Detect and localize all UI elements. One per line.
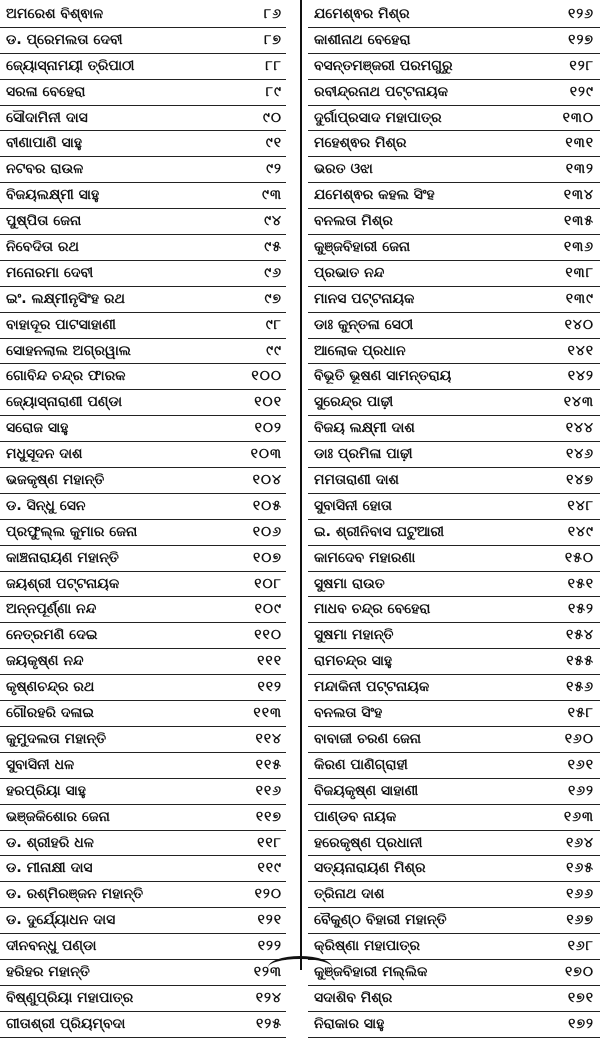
entry-name: ନିବେଦିତା ରଥ bbox=[6, 239, 79, 256]
entry-name: ମମତାରାଣୀ ଦାଶ bbox=[314, 472, 399, 489]
entry-number: ୧୨୨ bbox=[257, 938, 282, 955]
entry-number: ୧୩୫ bbox=[563, 213, 594, 230]
entry-number: ୧୦୦ bbox=[251, 368, 282, 385]
entry-name: ହରପ୍ରିୟା ସାହୁ bbox=[6, 782, 86, 799]
list-item bbox=[308, 106, 600, 132]
entry-name: ଭଜକୃଷ୍ଣ ମହାନ୍ତି bbox=[6, 472, 105, 489]
list-item bbox=[0, 831, 286, 857]
entry-name: ବାବାଜୀ ଚରଣ ଜେନା bbox=[314, 730, 422, 747]
list-item bbox=[0, 157, 286, 183]
list-item bbox=[0, 416, 286, 442]
entry-number: ୮୭ bbox=[264, 31, 282, 48]
entry-name: ମାନସ ପଟ୍ଟନାୟକ bbox=[314, 290, 415, 307]
list-item bbox=[308, 131, 600, 157]
entry-number: ୧୧୦ bbox=[254, 627, 282, 644]
list-item bbox=[308, 597, 600, 623]
entry-name: ବାହାଦୂର ପାଟସାହାଣୀ bbox=[6, 316, 116, 333]
entry-number: ୧୬୭ bbox=[566, 912, 594, 929]
entry-name: ଅମରେଶ ବିଶ୍ଵାଳ bbox=[6, 6, 104, 22]
entry-number: ୧୩୬ bbox=[563, 239, 594, 256]
entry-name: ଡ. ଶ୍ରୀହରି ଧଳ bbox=[6, 834, 94, 851]
list-item bbox=[308, 908, 600, 934]
entry-number: ୧୩୧ bbox=[565, 135, 594, 152]
entry-number: ୧୬୪ bbox=[565, 834, 594, 851]
entry-number: ୧୧୧ bbox=[257, 653, 282, 670]
list-item bbox=[308, 934, 600, 960]
entry-name: ଜୟଶ୍ରୀ ପଟ୍ଟନାୟକ bbox=[6, 575, 120, 592]
entry-number: ୧୦୫ bbox=[252, 497, 282, 514]
entry-name: ବିଜୟକୃଷ୍ଣ ସାହାଣୀ bbox=[314, 782, 419, 799]
entry-number: ୧୬୩ bbox=[563, 808, 594, 825]
entry-number: ୧୪୬ bbox=[565, 446, 594, 463]
entry-number: ୧୪୭ bbox=[566, 472, 594, 489]
entry-number: ୧୫୫ bbox=[566, 653, 594, 670]
list-item bbox=[308, 753, 600, 779]
list-item bbox=[308, 235, 600, 261]
entry-number: ୧୨୦ bbox=[254, 886, 282, 903]
entry-name: ବନଲତା ମିଶ୍ର bbox=[314, 213, 393, 230]
list-item bbox=[0, 908, 286, 934]
entry-name: ସରଳା ବେହେରା bbox=[6, 83, 86, 100]
entry-number: ୯୬ bbox=[264, 264, 282, 281]
list-item bbox=[0, 80, 286, 106]
entry-number: ୯୨ bbox=[266, 161, 282, 178]
list-item bbox=[0, 28, 286, 54]
entry-number: ୧୦୯ bbox=[254, 601, 282, 618]
entry-name: ଡ. ଦୁର୍ଯ୍ୟୋଧନ ଦାସ bbox=[6, 912, 116, 929]
list-item bbox=[308, 442, 600, 468]
list-item bbox=[308, 1012, 600, 1038]
entry-name: କିରଣ ପାଣିଗ୍ରାହୀ bbox=[314, 756, 408, 773]
entry-number: ୧୨୩ bbox=[253, 963, 282, 980]
right-column bbox=[308, 2, 600, 1038]
list-item bbox=[0, 390, 286, 416]
entry-number: ୧୩୦ bbox=[562, 109, 594, 126]
entry-number: ୧୨୬ bbox=[567, 6, 594, 22]
entry-name: ସଦାଶିବ ମିଶ୍ର bbox=[314, 989, 393, 1006]
list-item bbox=[308, 856, 600, 882]
entry-name: ସୋହନଲାଲ ଅଗ୍ରୱାଲ bbox=[6, 342, 131, 359]
entry-number: ୧୪୮ bbox=[567, 497, 594, 514]
entry-number: ୧୦୪ bbox=[252, 472, 282, 489]
entry-number: ୮୯ bbox=[265, 83, 282, 100]
entry-name: ରାମଚନ୍ଦ୍ର ସାହୁ bbox=[314, 653, 393, 670]
entry-number: ୮୬ bbox=[263, 6, 282, 22]
entry-name: ମାଧବ ଚନ୍ଦ୍ର ବେହେରା bbox=[314, 601, 431, 618]
entry-number: ୧୫୨ bbox=[567, 601, 594, 618]
entry-name: ସରୋଜ ସାହୁ bbox=[6, 420, 69, 437]
entry-number: ୧୧୯ bbox=[257, 860, 282, 877]
list-item bbox=[308, 157, 600, 183]
entry-number: ୧୪୪ bbox=[565, 420, 594, 437]
list-item bbox=[0, 235, 286, 261]
entry-number: ୯୫ bbox=[264, 239, 282, 256]
list-item bbox=[308, 805, 600, 831]
column-divider bbox=[300, 0, 302, 970]
list-item bbox=[0, 856, 286, 882]
entry-number: ୧୬୬ bbox=[566, 886, 594, 903]
entry-number: ୧୫୧ bbox=[567, 575, 594, 592]
entry-name: ମହେଶ୍ଵର ମିଶ୍ର bbox=[314, 135, 407, 152]
entry-number: ୯୦ bbox=[262, 109, 282, 126]
entry-name: ପୁଷ୍ପିତା ଜେନା bbox=[6, 213, 82, 230]
list-item bbox=[308, 701, 600, 727]
list-item bbox=[308, 183, 600, 209]
list-item bbox=[308, 831, 600, 857]
list-item bbox=[308, 313, 600, 339]
list-item bbox=[0, 261, 286, 287]
entry-name: ସୁରେନ୍ଦ୍ର ପାଢ଼ୀ bbox=[314, 394, 394, 411]
list-item bbox=[308, 494, 600, 520]
list-item bbox=[0, 934, 286, 960]
entry-number: ୧୦୩ bbox=[250, 446, 282, 463]
entry-name: ଡାଃ ପ୍ରମିଳା ପାଢ଼ୀ bbox=[314, 446, 413, 463]
entry-name: ଇ. ଶ୍ରୀନିବାସ ଘଟୁଆରୀ bbox=[314, 523, 445, 540]
list-item bbox=[0, 520, 286, 546]
entry-name: ଗୋବିନ୍ଦ ଚନ୍ଦ୍ର ଫାରକ bbox=[6, 368, 126, 385]
list-item bbox=[0, 727, 286, 753]
list-item bbox=[0, 494, 286, 520]
list-item bbox=[308, 416, 600, 442]
entry-number: ୧୦୭ bbox=[253, 549, 282, 566]
list-item bbox=[0, 209, 286, 235]
entry-name: ସୌଦାମିନୀ ଦାସ bbox=[6, 109, 88, 126]
list-item bbox=[0, 882, 286, 908]
entry-number: ୧୦୬ bbox=[252, 523, 282, 540]
list-item bbox=[0, 960, 286, 986]
list-item bbox=[0, 597, 286, 623]
entry-name: ହରେକୃଷ୍ଣ ପ୍ରଧାନୀ bbox=[314, 834, 423, 851]
entry-name: ମନ୍ଦାକିନୀ ପଟ୍ଟନାୟକ bbox=[314, 679, 430, 696]
entry-number: ୧୭୧ bbox=[567, 989, 594, 1006]
list-item bbox=[308, 287, 600, 313]
entry-number: ୧୧୫ bbox=[255, 756, 282, 773]
entry-name: ସୁବାସିନୀ ଧଳ bbox=[6, 756, 75, 773]
entry-name: ପାଣ୍ଡବ ନାୟକ bbox=[314, 808, 397, 825]
entry-number: ୧୬୧ bbox=[567, 756, 594, 773]
entry-name: ଅନ୍ନପୂର୍ଣ୍ଣା ନନ୍ଦ bbox=[6, 601, 97, 618]
entry-name: ନଟବର ରାଉଳ bbox=[6, 161, 84, 178]
list-item bbox=[0, 623, 286, 649]
entry-name: ପ୍ରଭାତ ନନ୍ଦ bbox=[314, 264, 385, 281]
entry-name: କୃଷ୍ଣଚନ୍ଦ୍ର ରଥ bbox=[6, 679, 95, 696]
entry-name: ଡ. ପ୍ରେମଲତା ଦେବୀ bbox=[6, 31, 123, 48]
entry-number: ୮୮ bbox=[265, 57, 282, 74]
entry-number: ୧୧୬ bbox=[255, 782, 282, 799]
list-item bbox=[0, 131, 286, 157]
list-item bbox=[308, 54, 600, 80]
entry-name: ବସନ୍ତମଞ୍ଜରୀ ପରମଗୁରୁ bbox=[314, 57, 453, 74]
entry-name: ଗୀତାଶ୍ରୀ ପ୍ରିୟମ୍ବଦା bbox=[6, 1015, 126, 1032]
list-item bbox=[0, 572, 286, 598]
list-item bbox=[0, 753, 286, 779]
entry-number: ୯୪ bbox=[264, 213, 282, 230]
list-item bbox=[308, 520, 600, 546]
list-item bbox=[308, 339, 600, 365]
list-item bbox=[308, 546, 600, 572]
entry-number: ୯୭ bbox=[264, 290, 282, 307]
list-item bbox=[0, 364, 286, 390]
entry-number: ୧୨୧ bbox=[257, 912, 282, 929]
entry-number: ୧୫୪ bbox=[565, 627, 594, 644]
list-item bbox=[0, 313, 286, 339]
entry-number: ୧୧୩ bbox=[253, 705, 282, 722]
entry-name: ତ୍ରିନାଥ ଦାଶ bbox=[314, 886, 385, 903]
entry-number: ୧୧୪ bbox=[255, 730, 282, 747]
entry-name: ମଧୁସୂଦନ ଦାଶ bbox=[6, 446, 83, 463]
entry-number: ୧୫୦ bbox=[564, 549, 594, 566]
entry-number: ୧୩୨ bbox=[565, 161, 594, 178]
entry-name: ସୁବାସିନୀ ହୋତା bbox=[314, 497, 393, 514]
list-item bbox=[0, 701, 286, 727]
entry-name: କୁମୁଦଲତା ମହାନ୍ତି bbox=[6, 730, 107, 747]
list-item bbox=[308, 572, 600, 598]
entry-name: ଡ. ରଶ୍ମିରଞ୍ଜନ ମହାନ୍ତି bbox=[6, 886, 144, 903]
entry-name: ବନଲତା ସିଂହ bbox=[314, 705, 383, 722]
entry-name: ଯମେଶ୍ଵର ମିଶ୍ର bbox=[314, 6, 410, 22]
entry-name: ଜ୍ୟୋସ୍ନାରାଣୀ ପଣ୍ଡା bbox=[6, 394, 123, 411]
list-item bbox=[308, 209, 600, 235]
entry-name: ବୈକୁଣ୍ଠ ବିହାରୀ ମହାନ୍ତି bbox=[314, 912, 447, 929]
list-item bbox=[0, 287, 286, 313]
list-item bbox=[308, 649, 600, 675]
list-item bbox=[0, 339, 286, 365]
entry-number: ୧୭୦ bbox=[565, 963, 594, 980]
list-item bbox=[308, 28, 600, 54]
entry-number: ୧୬୦ bbox=[564, 730, 594, 747]
entry-number: ୧୦୧ bbox=[254, 394, 282, 411]
entry-name: ଦୀନବନ୍ଧୁ ପଣ୍ଡା bbox=[6, 938, 97, 955]
entry-name: ଦୁର୍ଗାପ୍ରସାଦ ମହାପାତ୍ର bbox=[314, 109, 442, 126]
entry-name: ହରିହର ମହାନ୍ତି bbox=[6, 963, 90, 980]
list-item bbox=[0, 468, 286, 494]
entry-number: ୧୫୮ bbox=[567, 705, 594, 722]
entry-name: ନେତ୍ରମଣି ଦେଇ bbox=[6, 627, 98, 644]
entry-name: କୁଞ୍ଜବିହାରୀ ଜେନା bbox=[314, 239, 411, 256]
list-item bbox=[308, 390, 600, 416]
entry-name: ଜୟକୃଷ୍ଣ ନନ୍ଦ bbox=[6, 653, 84, 670]
page-bottom-arc bbox=[268, 956, 332, 979]
list-item bbox=[0, 183, 286, 209]
entry-number: ୧୪୧ bbox=[567, 342, 594, 359]
entry-name: ଯମେଶ୍ଵର କହଲ ସିଂହ bbox=[314, 187, 435, 204]
entry-name: ସତ୍ୟନାରାୟଣ ମିଶ୍ର bbox=[314, 860, 426, 877]
list-item bbox=[308, 468, 600, 494]
entry-number: ୧୩୪ bbox=[563, 187, 594, 204]
list-item bbox=[0, 805, 286, 831]
entry-number: ୧୨୯ bbox=[569, 83, 594, 100]
entry-name: କ୍ରିଷ୍ଣା ମହାପାତ୍ର bbox=[314, 938, 421, 955]
entry-name: ଆଲୋକ ପ୍ରଧାନ bbox=[314, 342, 406, 359]
entry-number: ୧୦୨ bbox=[254, 420, 282, 437]
entry-number: ୯୮ bbox=[265, 316, 282, 333]
entry-name: ବିଜୟ ଲକ୍ଷ୍ମୀ ଦାଶ bbox=[314, 420, 415, 437]
entry-number: ୧୧୭ bbox=[255, 808, 282, 825]
list-item bbox=[0, 649, 286, 675]
entry-name: ସୁଷମା ମହାନ୍ତି bbox=[314, 627, 394, 644]
entry-number: ୯୧ bbox=[265, 135, 282, 152]
entry-name: କାଞ୍ଚନାରାୟଣ ମହାନ୍ତି bbox=[6, 549, 119, 566]
entry-number: ୧୨୫ bbox=[255, 1015, 282, 1032]
entry-name: ଭଞ୍ଜକିଶୋର ଜେନା bbox=[6, 808, 110, 825]
entry-number: ୧୧୮ bbox=[257, 834, 282, 851]
entry-number: ୧୭୨ bbox=[568, 1015, 594, 1032]
list-item bbox=[308, 80, 600, 106]
entry-name: ଡ. ସିନ୍ଧୁ ସେନ bbox=[6, 497, 86, 514]
list-item bbox=[308, 623, 600, 649]
entry-number: ୧୪୯ bbox=[567, 523, 594, 540]
entry-number: ୯୯ bbox=[266, 342, 282, 359]
entry-name: ବିଭୂତି ଭୂଷଣ ସାମନ୍ତରାୟ bbox=[314, 368, 452, 385]
entry-name: ପ୍ରଫୁଲ୍ଲ କୁମାର ଜେନା bbox=[6, 523, 138, 540]
entry-number: ୧୨୪ bbox=[255, 989, 282, 1006]
entry-number: ୧୬୨ bbox=[567, 782, 594, 799]
entry-number: ୧୬୫ bbox=[566, 860, 594, 877]
entry-number: ୧୧୨ bbox=[257, 679, 282, 696]
entry-name: ଡାଃ କୁନ୍ତଳା ସେଠୀ bbox=[314, 316, 414, 333]
entry-number: ୧୦୮ bbox=[254, 575, 282, 592]
entry-number: ୧୩୮ bbox=[565, 264, 594, 281]
entry-name: ମନୋରମା ଦେବୀ bbox=[6, 264, 94, 281]
entry-number: ୧୨୭ bbox=[568, 31, 594, 48]
entry-name: ଭରତ ଓଝା bbox=[314, 161, 373, 178]
entry-number: ୯୩ bbox=[262, 187, 282, 204]
list-item bbox=[0, 106, 286, 132]
entry-number: ୧୫୬ bbox=[566, 679, 594, 696]
entry-name: କାଶୀନାଥ ବେହେରା bbox=[314, 31, 411, 48]
list-item bbox=[0, 2, 286, 28]
entry-name: ବିଜୟଲକ୍ଷ୍ମୀ ସାହୁ bbox=[6, 187, 100, 204]
list-item bbox=[308, 2, 600, 28]
entry-name: ବୀଣାପାଣି ସାହୁ bbox=[6, 135, 82, 152]
left-column bbox=[0, 2, 300, 1038]
list-item bbox=[308, 727, 600, 753]
entry-name: ନିରାକାର ସାହୁ bbox=[314, 1015, 385, 1032]
entry-name: କାମଦେବ ମହାରଣା bbox=[314, 549, 416, 566]
entry-number: ୧୨୮ bbox=[569, 57, 594, 74]
list-item bbox=[0, 986, 286, 1012]
list-item bbox=[308, 261, 600, 287]
list-item bbox=[308, 364, 600, 390]
list-item bbox=[308, 986, 600, 1012]
entry-number: ୧୪୨ bbox=[567, 368, 594, 385]
entry-name: ବିଷ୍ଣୁପ୍ରିୟା ମହାପାତ୍ର bbox=[6, 989, 134, 1006]
list-item bbox=[0, 54, 286, 80]
list-item bbox=[308, 675, 600, 701]
list-item bbox=[308, 779, 600, 805]
entry-number: ୧୩୯ bbox=[565, 290, 594, 307]
entry-name: ଜ୍ୟୋସ୍ନାମୟୀ ତ୍ରିପାଠୀ bbox=[6, 57, 135, 74]
list-item bbox=[0, 1012, 286, 1038]
list-item bbox=[308, 960, 600, 986]
entry-number: ୧୪୩ bbox=[563, 394, 594, 411]
list-item bbox=[308, 882, 600, 908]
list-item bbox=[0, 442, 286, 468]
entry-number: ୧୬୮ bbox=[567, 938, 594, 955]
list-item bbox=[0, 779, 286, 805]
entry-name: ଗୌରହରି ଦଳାଇ bbox=[6, 705, 95, 722]
entry-name: ରବୀନ୍ଦ୍ରନାଥ ପଟ୍ଟନାୟକ bbox=[314, 83, 449, 100]
entry-name: କୁଞ୍ଜବିହାରୀ ମଲ୍ଲିକ bbox=[314, 963, 428, 980]
entry-name: ସୁଷମା ରାଉତ bbox=[314, 575, 385, 592]
entry-number: ୧୪୦ bbox=[564, 316, 594, 333]
entry-name: ଡ. ମୀନାକ୍ଷୀ ଦାସ bbox=[6, 860, 93, 877]
list-item bbox=[0, 546, 286, 572]
list-item bbox=[0, 675, 286, 701]
entry-name: ଇଂ. ଲକ୍ଷ୍ମୀନୃସିଂହ ରଥ bbox=[6, 290, 125, 307]
